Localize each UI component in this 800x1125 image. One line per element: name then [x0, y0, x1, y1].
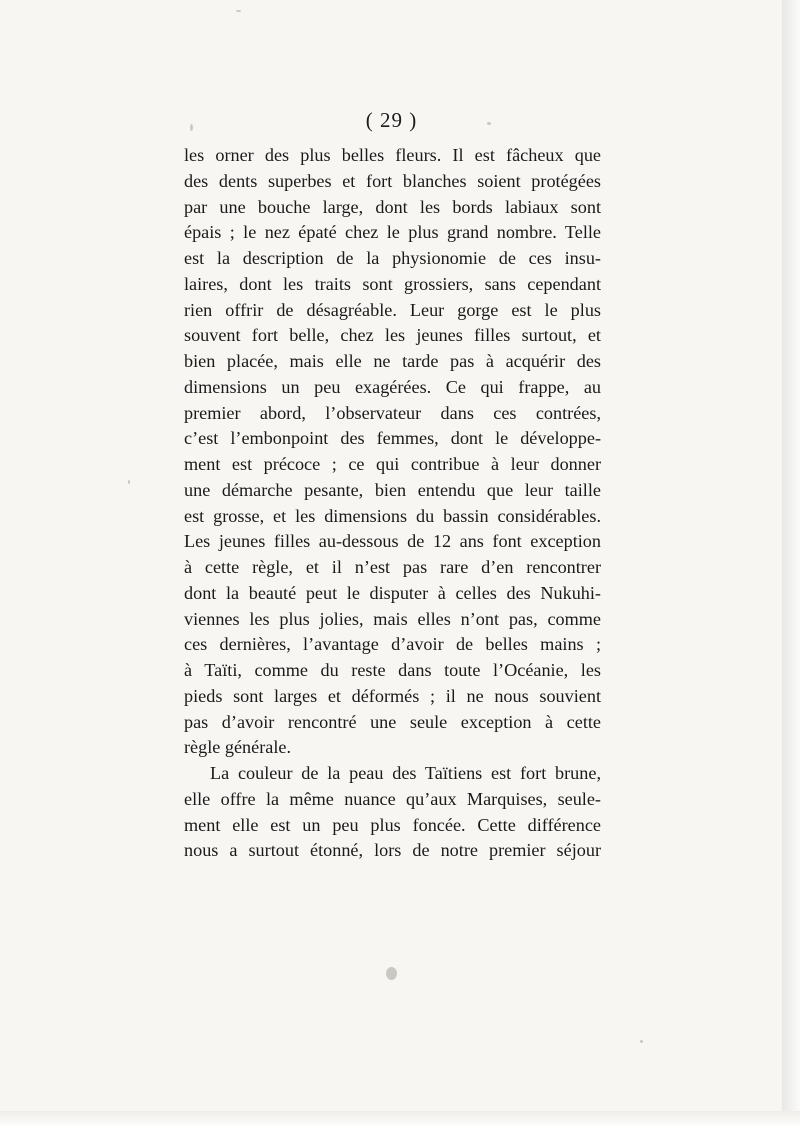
page-edge-bottom	[0, 1111, 800, 1125]
paper-speck	[386, 967, 397, 980]
text-line: est la description de la physionomie de ces insu-	[184, 248, 601, 268]
text-line: des dents superbes et fort blanches soient protégées	[184, 170, 601, 191]
text-line: souvent fort belle, chez les jeunes filles surtout, et	[184, 325, 601, 346]
text-line: une démarche pesante, bien entendu que leur taille	[184, 479, 601, 500]
text-line: est grosse, et les dimensions du bassin considérables.	[184, 505, 601, 526]
text-line: pieds sont larges et déformés ; il ne nous souvient	[184, 685, 601, 706]
text-line: pas d’avoir rencontré une seule exception à cette	[184, 711, 601, 732]
text-line: à Taïti, comme du reste dans toute l’Océanie, les	[184, 660, 601, 680]
body-text	[184, 143, 601, 864]
text-line: dont la beauté peut le disputer à celles des Nukuhi-	[184, 582, 601, 603]
text-line: rien offrir de désagréable. Leur gorge est le plus	[184, 299, 601, 320]
text-line: à cette règle, et il n’est pas rare d’en rencontrer	[184, 557, 601, 577]
text-line: laires, dont les traits sont grossiers, sans cependant	[184, 273, 601, 294]
text-line: règle générale.	[184, 737, 292, 758]
text-line: bien placée, mais elle ne tarde pas à acquérir des	[184, 351, 601, 371]
page-number: ( 29 )	[365, 108, 418, 132]
text-line: premier abord, l’observateur dans ces contrées,	[184, 402, 601, 423]
text-line: elle offre la même nuance qu’aux Marquises, seule-	[184, 788, 601, 809]
text-line: dimensions un peu exagérées. Ce qui frappe, au	[184, 376, 601, 397]
text-line: ces dernières, l’avantage d’avoir de belles mains ;	[184, 634, 601, 655]
text-line: ment elle est un peu plus foncée. Cette différence	[184, 814, 601, 835]
page-edge-right	[782, 0, 800, 1125]
text-line: c’est l’embonpoint des femmes, dont le développe-	[184, 428, 601, 449]
paper-speck	[128, 480, 130, 484]
paper-speck	[236, 10, 241, 12]
text-line: épais ; le nez épaté chez le plus grand nombre. Telle	[184, 222, 601, 243]
text-line: Les jeunes filles au-dessous de 12 ans font exception	[184, 531, 601, 552]
paragraph-start-line: La couleur de la peau des Taïtiens est fort brune,	[210, 763, 601, 783]
text-line: viennes les plus jolies, mais elles n’ont pas, comme	[184, 608, 601, 629]
paper-speck	[640, 1040, 643, 1043]
text-line: les orner des plus belles fleurs. Il est fâcheux que	[184, 145, 601, 165]
text-line: nous a surtout étonné, lors de notre premier séjour	[184, 840, 601, 861]
text-line: ment est précoce ; ce qui contribue à leur donner	[184, 454, 601, 474]
text-line: par une bouche large, dont les bords labiaux sont	[184, 196, 601, 217]
